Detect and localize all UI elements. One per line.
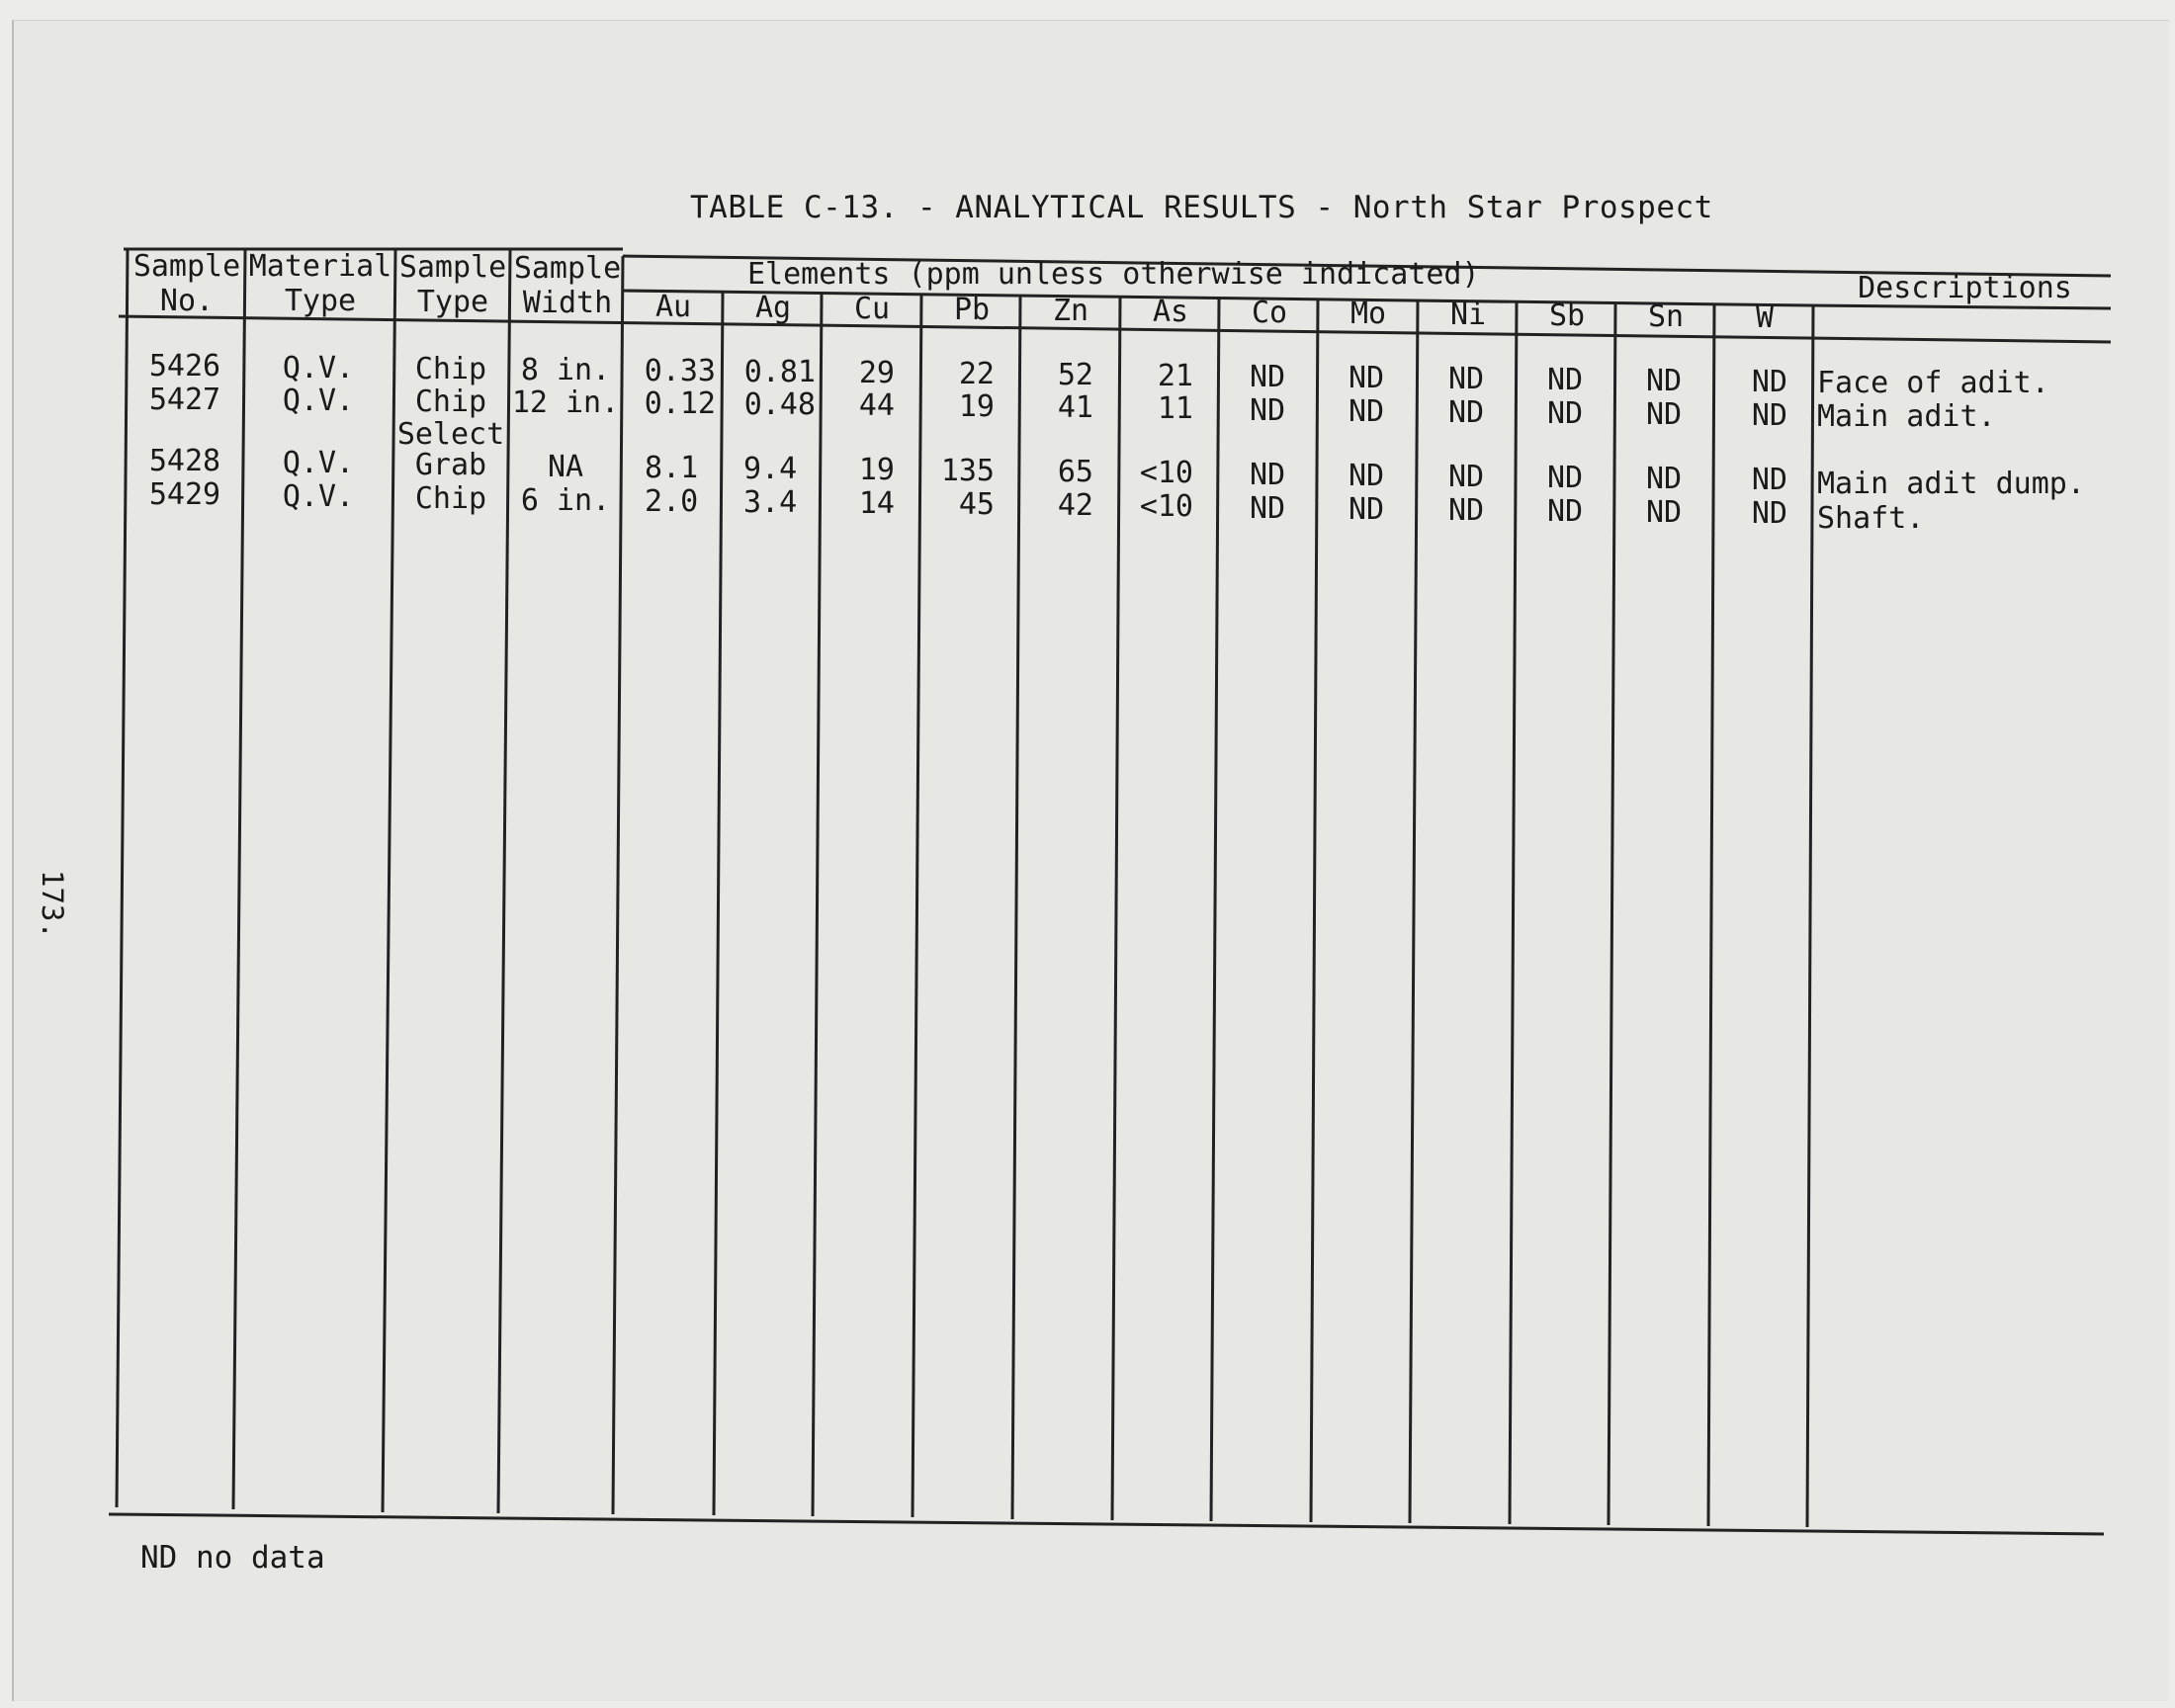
table-row-1-pb: 19	[958, 389, 995, 424]
table-row-1-mo: ND	[1348, 394, 1385, 429]
table-row-2-sb: ND	[1546, 461, 1584, 495]
table-row-3-ag: 3.4	[743, 485, 798, 520]
table-row-2-sample-no: 5428	[148, 444, 221, 478]
table-row-1-ni: ND	[1447, 395, 1485, 430]
header-element-pb: Pb	[953, 293, 991, 327]
table-row-1-type: Chip	[414, 384, 487, 419]
header-element-sn: Sn	[1647, 299, 1685, 334]
table-row-3-au: 2.0	[645, 484, 699, 519]
table-row-1-sn: ND	[1645, 397, 1683, 432]
table-row-3-sb: ND	[1546, 494, 1584, 529]
table-row-2-width: NA	[547, 450, 584, 484]
table-row-0-width: 8 in.	[520, 353, 611, 387]
table-row-0-ni: ND	[1447, 362, 1485, 396]
table-row-0-cu: 29	[858, 356, 895, 390]
table-row-1-description: Main adit.	[1817, 399, 1996, 434]
table-row-3-as: <10	[1139, 489, 1193, 524]
table-row-0-au: 0.33	[644, 354, 716, 388]
table-row-0-as: 21	[1157, 359, 1193, 393]
table-row-2-type-prefix: Select	[396, 417, 505, 452]
table-row-0-mo: ND	[1348, 361, 1385, 395]
header-descriptions: Descriptions	[1858, 271, 2072, 305]
table-row-2-as: <10	[1139, 456, 1193, 490]
table-row-2-description: Main adit dump.	[1817, 467, 2085, 501]
table-row-3-mo: ND	[1348, 492, 1385, 527]
table-row-0-type: Chip	[414, 352, 487, 386]
table-row-2-sn: ND	[1645, 462, 1683, 496]
table-row-0-zn: 52	[1057, 358, 1093, 392]
header-sample-no-line2: No.	[159, 284, 215, 318]
table-row-2-material: Q.V.	[282, 446, 355, 480]
header-sample-width-line2: Width	[522, 286, 613, 320]
table-row-3-cu: 14	[858, 486, 895, 521]
table-row-1-sb: ND	[1546, 396, 1584, 431]
table-row-0-description: Face of adit.	[1817, 366, 2049, 400]
header-element-w: W	[1755, 300, 1775, 335]
table-row-3-w: ND	[1751, 496, 1787, 531]
header-sample-width-line1: Sample	[513, 251, 622, 286]
table-row-0-sb: ND	[1546, 363, 1584, 397]
table-row-2-ni: ND	[1447, 460, 1485, 494]
table-row-3-ni: ND	[1447, 493, 1485, 528]
header-element-zn: Zn	[1052, 294, 1089, 328]
header-sample-type-line1: Sample	[398, 250, 507, 285]
table-row-0-sn: ND	[1645, 364, 1683, 398]
page-number: 173.	[36, 870, 69, 939]
header-sample-no-line1: Sample	[132, 249, 241, 284]
table-row-3-sample-no: 5429	[148, 477, 221, 512]
footnote: ND no data	[140, 1540, 325, 1576]
header-element-ni: Ni	[1449, 298, 1487, 332]
table-row-0-pb: 22	[958, 357, 995, 391]
table-bottom-rule	[109, 1514, 2104, 1534]
table-row-2-co: ND	[1249, 458, 1286, 492]
header-element-as: As	[1152, 295, 1189, 329]
header-element-au: Au	[654, 290, 692, 324]
table-row-3-sn: ND	[1645, 495, 1683, 530]
header-element-sb: Sb	[1548, 299, 1586, 333]
table-row-2-mo: ND	[1348, 459, 1385, 493]
table-row-1-co: ND	[1249, 393, 1286, 428]
header-element-co: Co	[1251, 296, 1288, 330]
table-row-3-zn: 42	[1057, 488, 1093, 523]
table-row-3-material: Q.V.	[282, 479, 355, 514]
table-row-2-ag: 9.4	[743, 452, 798, 486]
table-row-2-au: 8.1	[645, 451, 699, 485]
table-row-1-zn: 41	[1057, 390, 1093, 425]
table-row-3-width: 6 in.	[520, 483, 611, 518]
table-row-1-cu: 44	[858, 388, 895, 423]
table-row-3-co: ND	[1249, 491, 1286, 526]
table-row-0-material: Q.V.	[282, 351, 355, 385]
table-row-1-as: 11	[1157, 391, 1193, 426]
table-row-2-pb: 135	[940, 454, 995, 488]
header-element-mo: Mo	[1349, 297, 1387, 331]
table-title: TABLE C-13. - ANALYTICAL RESULTS - North Star Prospect	[690, 190, 1713, 225]
table-row-0-w: ND	[1751, 365, 1787, 399]
table-row-0-ag: 0.81	[743, 355, 816, 389]
descriptions-subrule	[1809, 305, 2111, 308]
table-row-0-sample-no: 5426	[148, 349, 221, 384]
table-row-3-type: Chip	[414, 481, 487, 516]
table-row-2-zn: 65	[1057, 455, 1093, 489]
table-row-2-cu: 19	[858, 453, 895, 487]
table-row-1-sample-no: 5427	[148, 383, 221, 417]
table-row-1-w: ND	[1751, 398, 1787, 433]
table-row-2-w: ND	[1751, 463, 1787, 497]
table-row-1-au: 0.12	[644, 386, 716, 421]
table-row-2-type: Grab	[414, 448, 487, 482]
table-row-1-ag: 0.48	[743, 387, 816, 422]
header-material-type-line2: Type	[284, 284, 357, 318]
table-row-1-material: Q.V.	[282, 384, 355, 418]
table-row-3-description: Shaft.	[1817, 501, 1925, 536]
table-row-3-pb: 45	[958, 487, 995, 522]
header-elements-group: Elements (ppm unless otherwise indicated)	[747, 257, 1480, 292]
table-row-1-width: 12 in.	[511, 385, 620, 420]
header-element-ag: Ag	[754, 291, 792, 325]
header-sample-type-line2: Type	[416, 285, 489, 319]
table-row-0-co: ND	[1249, 360, 1286, 394]
header-element-cu: Cu	[853, 292, 891, 326]
header-material-type-line1: Material	[248, 249, 392, 284]
